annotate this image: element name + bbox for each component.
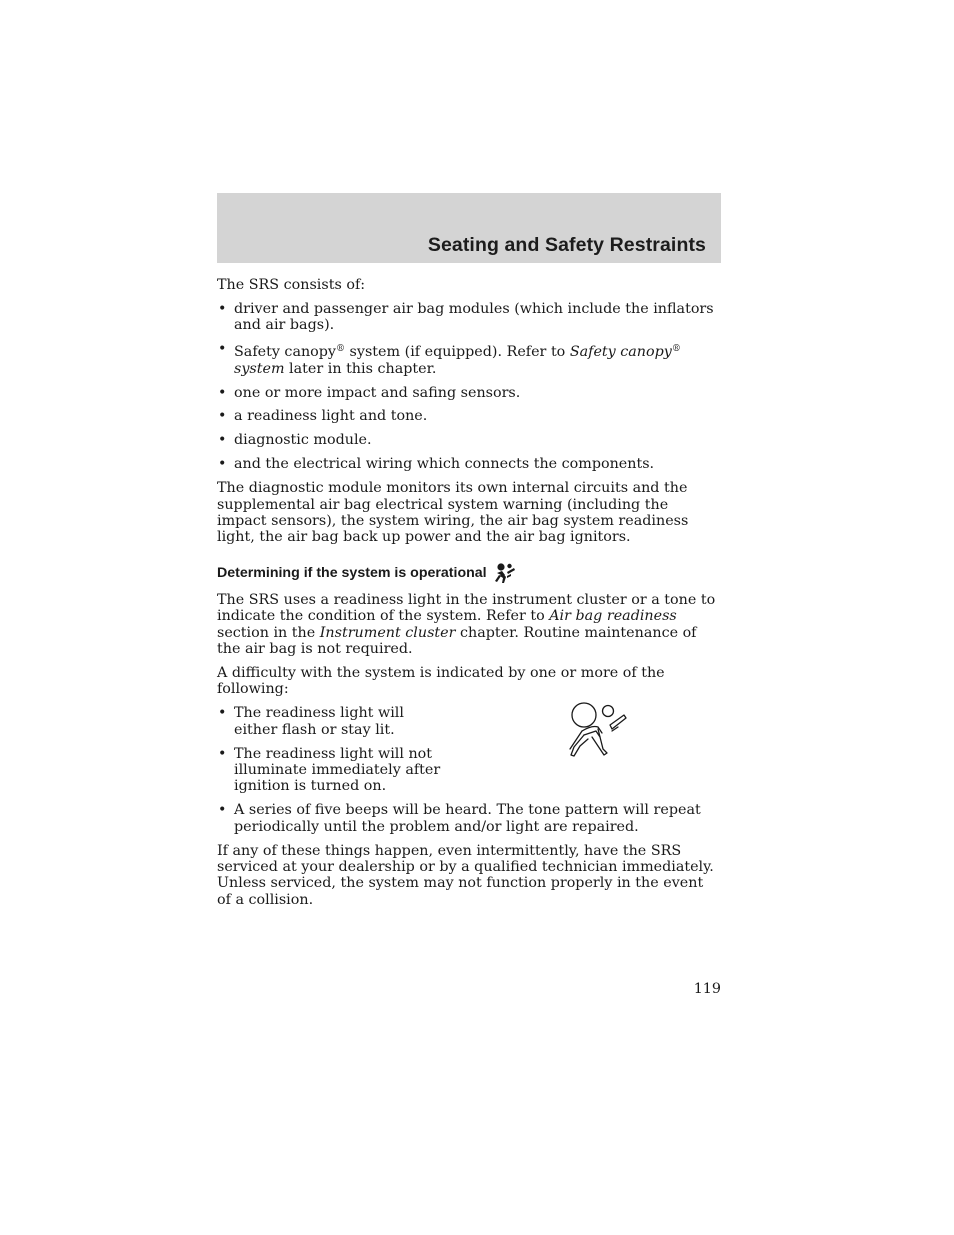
paragraph-text: section in the <box>217 624 320 641</box>
paragraph-text: The SRS uses a readiness light in the instrument cluster or a tone to indicate the condition of the system. Refer to <box>217 591 716 625</box>
list-item: • a readiness light and tone. <box>217 408 721 424</box>
section-header-band <box>217 193 721 263</box>
closing-paragraph: If any of these things happen, even intermittently, have the SRS serviced at your dealership or by a qualified technician immediately. Unless serviced, the system may not function properly in the event of a collision. <box>217 842 714 908</box>
difficulty-paragraph: A difficulty with the system is indicated by one or more of the following: <box>217 664 665 698</box>
cross-reference: Safety canopy <box>569 344 672 361</box>
readiness-paragraph <box>217 592 721 658</box>
symptoms-list-continued <box>217 802 721 835</box>
list-item: • The readiness light will not illuminate immediately after ignition is turned on. <box>217 746 447 795</box>
subsection-heading-text: Determining if the system is operational <box>217 564 487 581</box>
diagnostic-paragraph: The diagnostic module monitors its own internal circuits and the supplemental air bag electrical system warning (including the impact sensors), the system wiring, the air bag system readiness light, the air bag back up power and the air bag ignitors. <box>217 480 689 546</box>
list-item: • driver and passenger air bag modules (which include the inflators and air bags). <box>217 301 721 334</box>
registered-mark: ® <box>336 344 346 355</box>
components-list <box>217 301 721 473</box>
list-item-text: later in this chapter. <box>284 360 437 377</box>
list-item: • The readiness light will either flash or stay lit. <box>217 705 447 738</box>
airbag-readiness-icon <box>562 699 628 759</box>
list-item: • and the electrical wiring which connects the components. <box>217 456 721 472</box>
symptoms-list <box>217 705 447 802</box>
list-item-text: Safety canopy <box>234 344 337 361</box>
symptoms-block <box>217 705 721 802</box>
subsection-heading <box>217 562 721 584</box>
page-number: 119 <box>693 981 721 997</box>
intro-text: The SRS consists of: <box>217 277 366 293</box>
list-item: • one or more impact and safing sensors. <box>217 385 721 401</box>
cross-reference: Air bag readiness <box>549 608 677 625</box>
page-content <box>217 277 721 916</box>
list-item <box>217 341 721 377</box>
paragraph-text: chapter. Routine maintenance of the air bag is not required. <box>217 624 697 657</box>
cross-reference: Instrument cluster <box>319 624 456 641</box>
cross-reference: system <box>234 360 285 377</box>
list-item: • A series of five beeps will be heard. The tone pattern will repeat periodically until the problem and/or light are repaired. <box>217 802 721 835</box>
section-title: Seating and Safety Restraints <box>427 234 706 256</box>
list-item: • diagnostic module. <box>217 432 721 448</box>
list-item-text: system (if equipped). Refer to <box>345 344 570 361</box>
airbag-warning-icon <box>493 562 517 584</box>
registered-mark: ® <box>671 344 681 355</box>
